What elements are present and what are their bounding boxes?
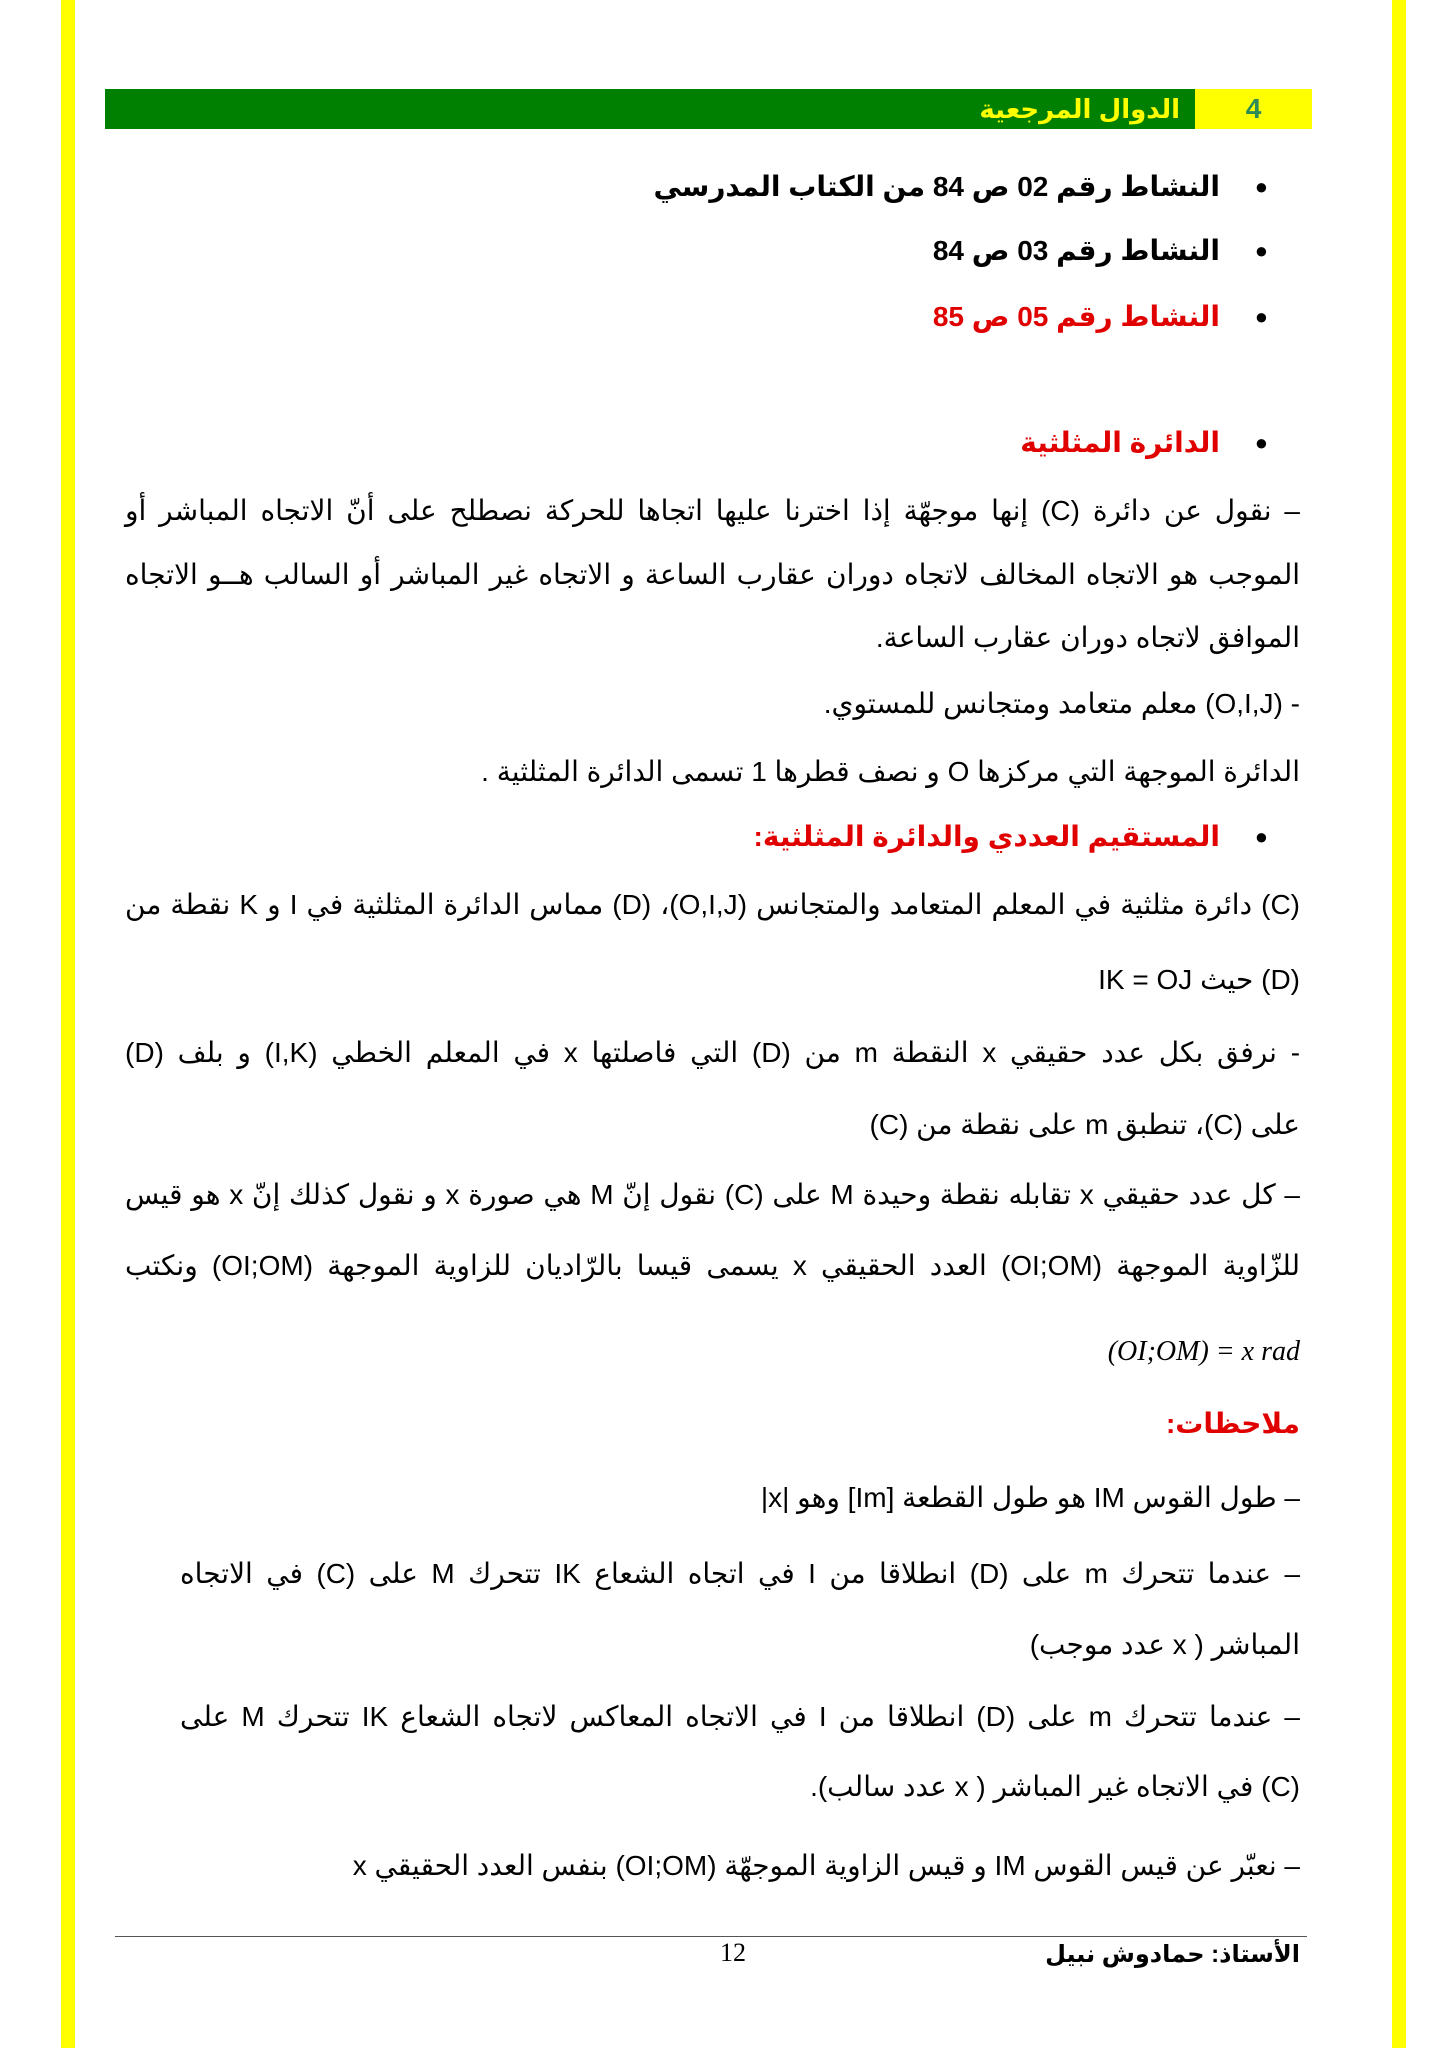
paragraph-line: للزّاوية الموجهة (OI;OM) العدد الحقيقي x يسمى قيسا بالرّاديان للزاوية الموجهة (OI;OM) ونكتب: [125, 1250, 1301, 1281]
paragraph-line: – كل عدد حقيقي x تقابله نقطة وحيدة M على (C) نقول إنّ M هي صورة x و نقول كذلك إنّ x هو قيس: [125, 1179, 1300, 1210]
note-line: – عندما تتحرك m على (D) انطلاقا من I في اتجاه الشعاع IK تتحرك M على (C) في الاتجاه: [180, 1558, 1301, 1589]
footer-author: الأستاذ: حمادوش نبيل: [1045, 1941, 1300, 1968]
bullet-icon: ●: [1254, 238, 1268, 263]
formula-line: (OI;OM) = x rad: [1107, 1336, 1300, 1367]
bullet-icon: ●: [1254, 824, 1268, 849]
paragraph-line: الموجب هو الاتجاه المخالف لاتجاه دوران عقارب الساعة و الاتجاه غير المباشر أو السالب هــو الاتجاه: [125, 559, 1300, 590]
left-page-border: [61, 0, 75, 2048]
paragraph-line: - نرفق بكل عدد حقيقي x النقطة m من (D) التي فاصلتها x في المعلم الخطي (I,K) و بلف (D): [125, 1037, 1301, 1068]
paragraph-line: (C) دائرة مثلثية في المعلم المتعامد والمتجانس (O,I,J)، (D) مماس الدائرة المثلثية في I و K نقطة من: [125, 889, 1300, 920]
bullet-icon: ●: [1254, 174, 1268, 199]
note-line: (C) في الاتجاه غير المباشر ( x عدد سالب).: [810, 1771, 1300, 1802]
paragraph-line: الموافق لاتجاه دوران عقارب الساعة.: [875, 622, 1300, 653]
paragraph-line: - (O,I,J) معلم متعامد ومتجانس للمستوي.: [823, 688, 1300, 719]
note-line: – طول القوس IM هو طول القطعة [Im] وهو |x|: [760, 1482, 1300, 1513]
section-number: 4: [1195, 89, 1312, 129]
bullet-icon: ●: [1254, 430, 1268, 455]
trig-circle-heading: الدائرة المثلثية: [1020, 427, 1220, 458]
note-line: – عندما تتحرك m على (D) انطلاقا من I في الاتجاه المعاكس لاتجاه الشعاع IK تتحرك M على: [180, 1701, 1301, 1732]
paragraph-line: الدائرة الموجهة التي مركزها O و نصف قطرها 1 تسمى الدائرة المثلثية .: [481, 756, 1300, 787]
number-line-heading: المستقيم العددي والدائرة المثلثية:: [753, 821, 1220, 852]
note-line: – نعبّر عن قيس القوس IM و قيس الزاوية الموجهّة (OI;OM) بنفس العدد الحقيقي x: [352, 1850, 1300, 1881]
section-header-bar: [105, 89, 1312, 129]
footer-divider: [115, 1936, 1307, 1937]
notes-heading: ملاحظات:: [1165, 1408, 1300, 1439]
paragraph-line: على (C)، تنطبق m على نقطة من (C): [869, 1109, 1300, 1140]
activity-1: النشاط رقم 02 ص 84 من الكتاب المدرسي: [653, 171, 1220, 202]
paragraph-line: (D) حيث IK = OJ: [1098, 964, 1300, 995]
section-title: الدوال المرجعية: [979, 94, 1180, 124]
note-line: المباشر ( x عدد موجب): [1029, 1629, 1300, 1660]
activity-3: النشاط رقم 05 ص 85: [932, 301, 1220, 332]
bullet-icon: ●: [1254, 304, 1268, 329]
page-number: 12: [720, 1938, 746, 1967]
paragraph-line: – نقول عن دائرة (C) إنها موجهّة إذا اخترنا عليها اتجاها للحركة نصطلح على أنّ الاتجاه المباشر أو: [125, 495, 1300, 526]
right-page-border: [1392, 0, 1406, 2048]
activity-2: النشاط رقم 03 ص 84: [932, 235, 1220, 266]
